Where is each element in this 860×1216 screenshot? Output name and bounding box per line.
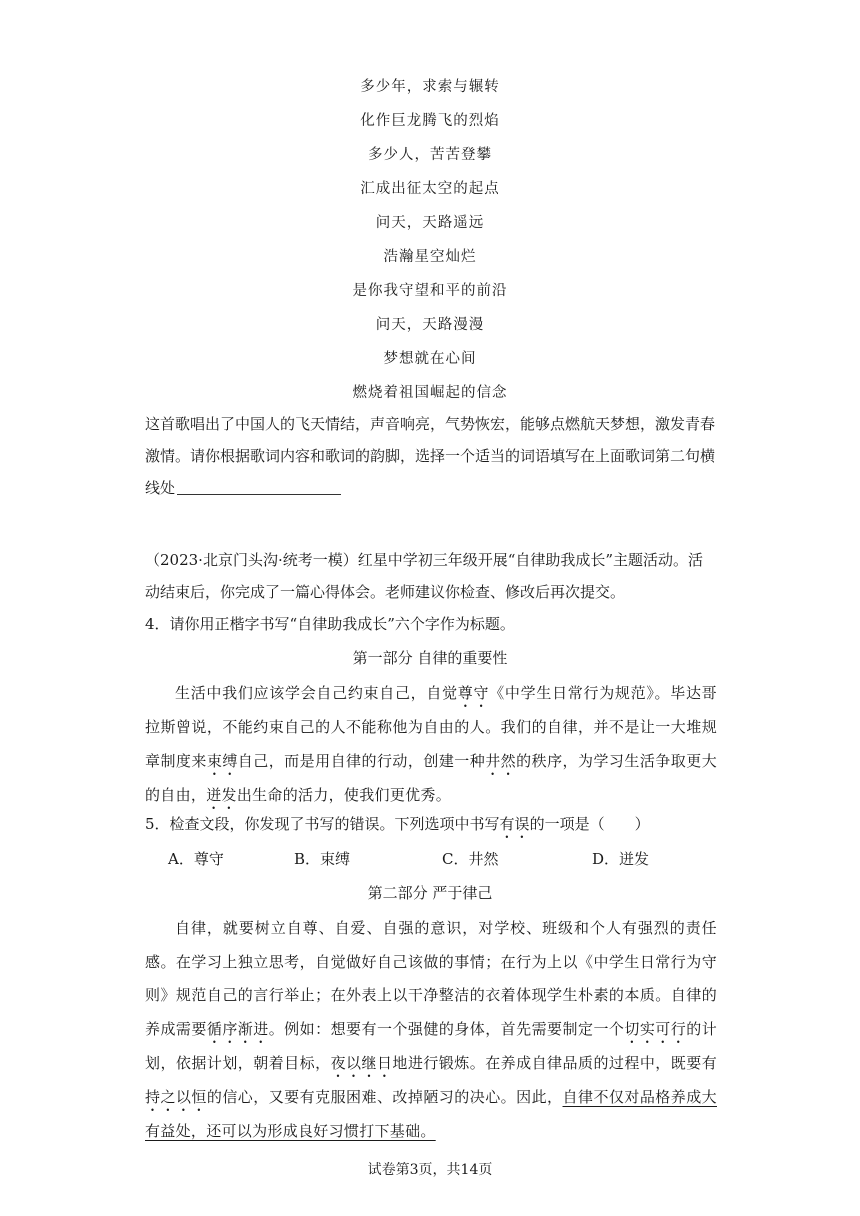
marked-word: 井然 xyxy=(485,751,517,770)
marked-word: 持之以恒 xyxy=(145,1087,207,1106)
question-3-text: 这首歌唱出了中国人的飞天情结，声音响亮，气势恢宏，能够点燃航天梦想，激发青春激情。请你根据歌词内容和歌词的韵脚，选择一个适当的词语填写在上面歌词第二句横线处 xyxy=(145,415,716,497)
lyric-line: 多少人，苦苦登攀 xyxy=(368,147,492,163)
marked-word: 夜以继日 xyxy=(330,1053,393,1072)
lyric-line: 是你我守望和平的前沿 xyxy=(352,283,508,299)
marked-word: 切实可行 xyxy=(624,1019,687,1038)
section-2-paragraph: 自律，就要树立自尊、自爱、自强的意识，对学校、班级和个人有强烈的责任感。在学习上独立思考，自觉做好自己该做的事情；在行为上以《中学生日常行为守则》规范自己的言行举止；在外表上以干净整洁的衣着体现学生朴素的本质。自律的养成需要循序渐进。例如：想要有一个强健的身体，首先需要制定一个切实可行的计划，依据计划，朝着目标，夜以继日地进行锻炼。在养成自律品质的过程中，既要有持之以恒的信心，又要有克服困难、改掉陋习的决心。因此，自律不仅对品格养成大有益处，还可以为形成良好习惯打下基础。 xyxy=(145,919,717,1140)
lyric-line: 化作巨龙腾飞的烈焰 xyxy=(360,113,500,129)
lyric-line: 问天，天路漫漫 xyxy=(375,317,485,333)
lyric-line: 多少年，求索与辗转 xyxy=(360,79,500,95)
question-5-options xyxy=(168,847,728,871)
marked-word: 有误 xyxy=(499,815,530,833)
option-d[interactable]: D．迸发 xyxy=(592,850,650,868)
question-5: 5．检查文段，你发现了书写的错误。下列选项中书写有误的一项是（ ） xyxy=(145,815,650,833)
option-a[interactable]: A．尊守 xyxy=(168,850,224,868)
section-1-title: 第一部分 自律的重要性 xyxy=(352,649,508,667)
lyric-line: 梦想就在心间 xyxy=(383,351,477,367)
question-4: 4．请你用正楷字书写“自律助我成长”六个字作为标题。 xyxy=(145,615,515,633)
section-1-paragraph: 生活中我们应该学会自己约束自己，自觉尊守《中学生日常行为规范》。毕达哥拉斯曾说，不能约束自己的人不能称他为自由的人。我们的自律，并不是让一大堆规章制度来束缚自己，而是用自律的行动，创建一种井然的秩序，为学习生活争取更大的自由，迸发出生命的活力，使我们更优秀。 xyxy=(145,684,717,804)
lyric-line: 汇成出征太空的起点 xyxy=(360,181,500,197)
section-2-title: 第二部分 严于律己 xyxy=(367,884,493,902)
option-b[interactable]: B．束缚 xyxy=(294,850,351,868)
lyric-line: 浩瀚星空灿烂 xyxy=(383,249,477,265)
lyric-line: 问天，天路遥远 xyxy=(375,215,485,231)
marked-word: 循序渐进 xyxy=(206,1019,269,1038)
marked-word: 尊守 xyxy=(457,684,490,702)
activity-context: （2023·北京门头沟·统考一模）红星中学初三年级开展“自律助我成长”主题活动。活动结束后，你完成了一篇心得体会。老师建议你检查、修改后再次提交。 xyxy=(145,551,704,601)
option-c[interactable]: C．井然 xyxy=(442,850,499,868)
song-lyrics xyxy=(0,70,860,410)
underlined-sentence: 自律不仅对品格养成大有益处，还可以为形成良好习惯打下基础。 xyxy=(145,1087,717,1140)
answer-blank[interactable] xyxy=(177,476,341,495)
lyric-line: 燃烧着祖国崛起的信念 xyxy=(352,385,508,401)
page-footer: 试卷第3页，共14页 xyxy=(367,1162,493,1178)
marked-word: 束缚 xyxy=(206,751,238,770)
question-3 xyxy=(145,408,717,504)
marked-word: 迸发 xyxy=(206,785,237,804)
